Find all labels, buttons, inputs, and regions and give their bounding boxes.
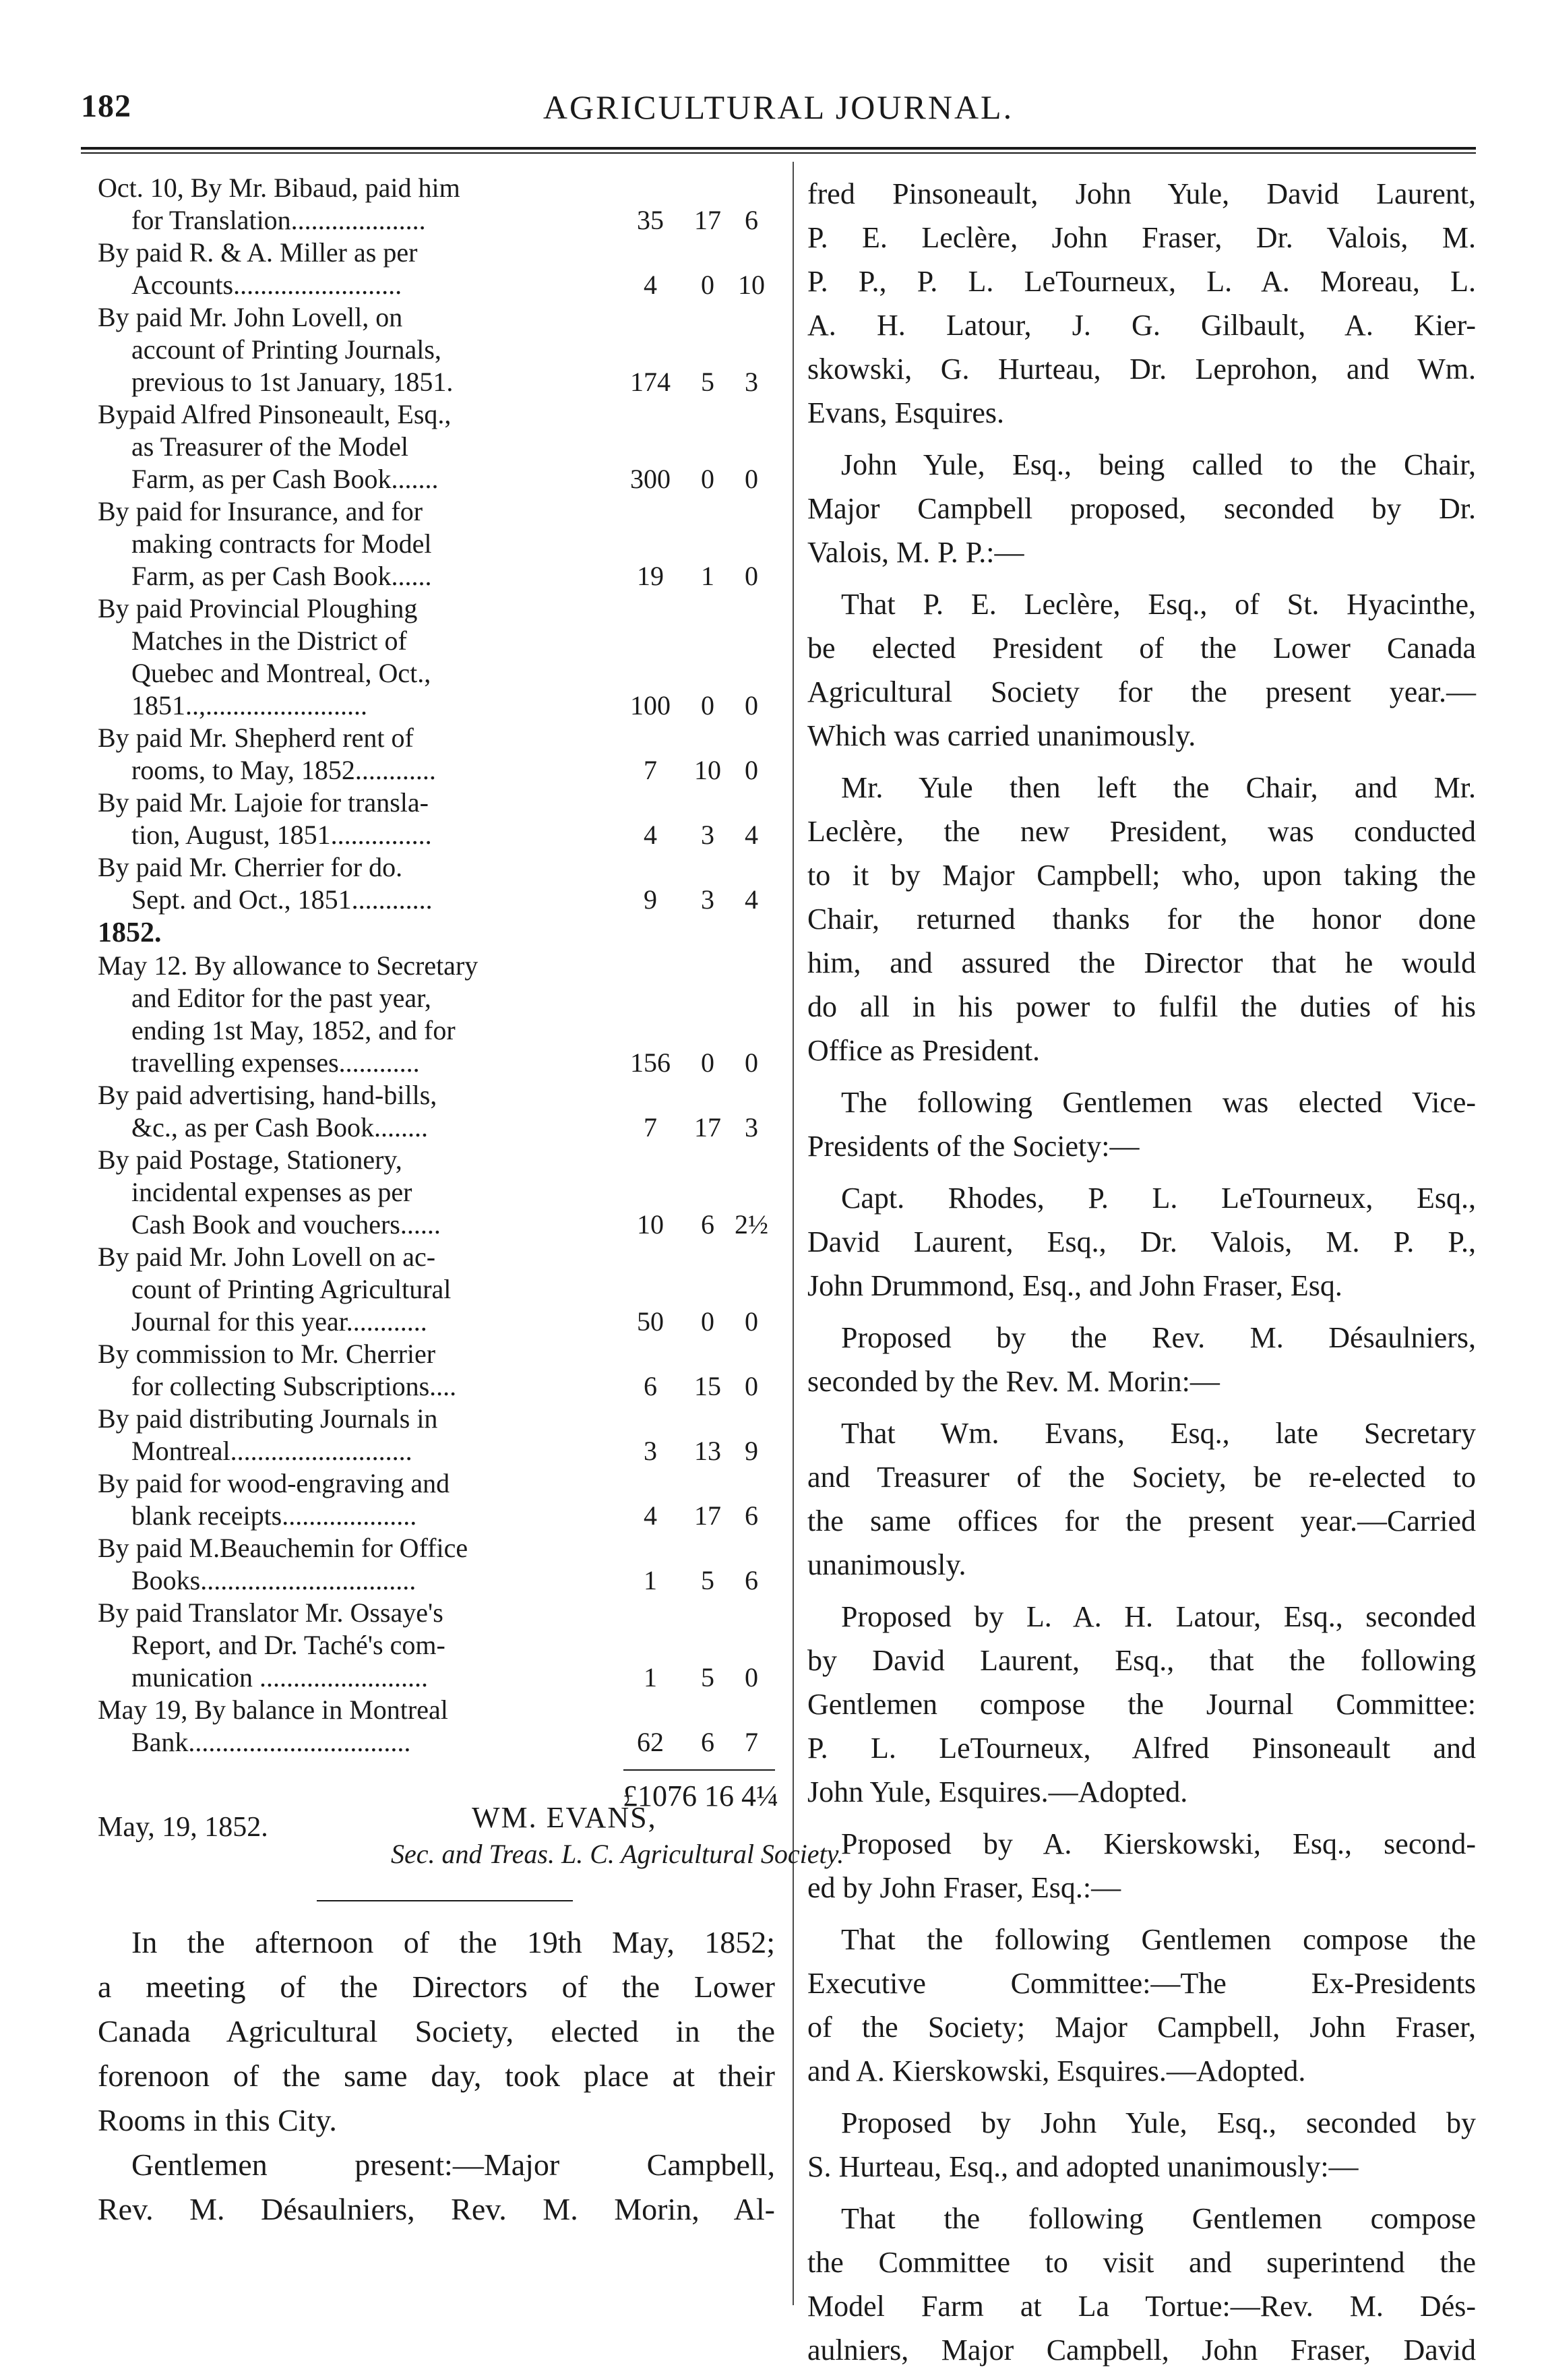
ledger-entry-text: By paid distributing Journals in: [98, 1403, 438, 1434]
amount-pence: 10: [738, 270, 765, 300]
amount-pounds: 19: [637, 561, 664, 591]
ledger-amount: [620, 560, 775, 592]
ledger-entry: [98, 398, 775, 495]
ledger-entry-text: travelling expenses............: [131, 1047, 420, 1078]
amount-pounds: 300: [630, 464, 671, 494]
ledger-entry: [98, 1403, 775, 1467]
ledger-entry: [98, 722, 775, 787]
amount-pence: 0: [745, 690, 758, 721]
paragraph-line: John Drummond, Esq., and John Fraser, Esq.: [807, 1269, 1342, 1302]
paragraph-line: Rev. M. Désaulniers, Rev. M. Morin, Al-: [98, 2192, 775, 2226]
amount-shillings: 17: [694, 205, 721, 235]
ledger-entry-text: By paid Translator Mr. Ossaye's: [98, 1597, 443, 1628]
ledger-entry: [98, 950, 775, 1079]
amount-pence: 6: [745, 1500, 758, 1531]
paragraph-line: Proposed by the Rev. M. Désaulniers,: [841, 1321, 1476, 1354]
paragraph: [807, 1595, 1476, 1814]
paragraph-line: Rooms in this City.: [98, 2103, 337, 2137]
paragraph-line: be elected President of the Lower Canada: [807, 632, 1476, 665]
ledger-amount: [620, 366, 775, 398]
amount-pence: 3: [745, 367, 758, 397]
ledger-entry: [98, 1532, 775, 1597]
page-number: 182: [81, 88, 131, 124]
paragraph-line: him, and assured the Director that he would: [807, 946, 1476, 979]
amount-shillings: 0: [701, 1306, 714, 1337]
ledger-entry-text: previous to 1st January, 1851.: [131, 367, 454, 397]
ledger-entry-text: May 19, By balance in Montreal: [98, 1695, 448, 1725]
paragraph-line: Agricultural Society for the present year.—: [807, 675, 1476, 708]
ledger-amount: [620, 204, 775, 237]
amount-shillings: 5: [701, 367, 714, 397]
column-divider: [793, 162, 794, 2305]
paragraph: [807, 1176, 1476, 1308]
paragraph: [807, 1918, 1476, 2093]
ledger-entry-text: Bank.................................: [131, 1727, 411, 1757]
ledger-entry-text: Cash Book and vouchers......: [131, 1209, 441, 1240]
ledger-entry-text: Books................................: [131, 1565, 416, 1595]
amount-shillings: 5: [701, 1565, 714, 1595]
ledger-entry: [98, 787, 775, 851]
amount-shillings: 3: [701, 820, 714, 850]
paragraph-line: Leclère, the new President, was conducted: [807, 815, 1476, 848]
ledger-entry-text: By paid Mr. Lajoie for transla-: [98, 787, 429, 818]
ledger-year: 1852.: [98, 917, 162, 948]
amount-pence: 0: [745, 1306, 758, 1337]
amount-pence: 9: [745, 1436, 758, 1466]
ledger-entry-text: rooms, to May, 1852............: [131, 755, 436, 785]
ledger-entry-text: By paid Mr. John Lovell, on: [98, 302, 403, 332]
ledger-entry-text: By paid for Insurance, and for: [98, 496, 423, 526]
paragraph-line: Capt. Rhodes, P. L. LeTourneux, Esq.,: [841, 1182, 1476, 1215]
ledger-entry-text: making contracts for Model: [131, 528, 432, 559]
amount-pounds: 7: [644, 755, 657, 785]
page-header: [81, 88, 1476, 142]
paragraph-line: Model Farm at La Tortue:—Rev. M. Dés-: [807, 2290, 1476, 2323]
ledger-entry-text: count of Printing Agricultural: [131, 1274, 452, 1304]
paragraph: [807, 172, 1476, 435]
amount-pence: 0: [745, 1662, 758, 1692]
section-rule: [317, 1900, 573, 1901]
amount-shillings: 1: [701, 561, 714, 591]
ledger-entry-text: ending 1st May, 1852, and for: [131, 1015, 456, 1045]
ledger-entry-text: Matches in the District of: [131, 625, 407, 656]
ledger-entry: [98, 495, 775, 592]
amount-pounds: 174: [630, 367, 671, 397]
amount-shillings: 13: [694, 1436, 721, 1466]
amount-pounds: 10: [637, 1209, 664, 1240]
amount-pence: 0: [745, 755, 758, 785]
paragraph: [807, 443, 1476, 574]
ledger-entry-text: By paid M.Beauchemin for Office: [98, 1533, 468, 1563]
paragraph-line: and A. Kierskowski, Esquires.—Adopted.: [807, 2054, 1306, 2087]
amount-pounds: 3: [644, 1436, 657, 1466]
paragraph-line: Chair, returned thanks for the honor done: [807, 903, 1476, 936]
paragraph-line: P. L. LeTourneux, Alfred Pinsoneault and: [807, 1732, 1476, 1765]
ledger-amount: [620, 1564, 775, 1597]
ledger-entry: [98, 301, 775, 398]
paragraph-line: P. E. Leclère, John Fraser, Dr. Valois, M.: [807, 221, 1476, 254]
paragraph-line: That Wm. Evans, Esq., late Secretary: [841, 1417, 1476, 1450]
ledger-amount: [620, 463, 775, 495]
ledger-entry-text: Journal for this year............: [131, 1306, 427, 1337]
ledger-entry-text: Sept. and Oct., 1851............: [131, 884, 433, 915]
amount-pounds: 9: [644, 884, 657, 915]
ledger-entry-text: &c., as per Cash Book........: [131, 1112, 428, 1142]
ledger-entry-text: account of Printing Journals,: [131, 334, 441, 365]
ledger-amount: [620, 1209, 775, 1241]
paragraph-line: skowski, G. Hurteau, Dr. Leprohon, and Wm.: [807, 353, 1476, 386]
ledger-entry-text: Oct. 10, By Mr. Bibaud, paid him: [98, 173, 460, 203]
paragraph-line: That P. E. Leclère, Esq., of St. Hyacinthe,: [841, 588, 1476, 621]
amount-pence: 0: [745, 1047, 758, 1078]
ledger-entry-text: Bypaid Alfred Pinsoneault, Esq.,: [98, 399, 452, 429]
ledger-entry-text: incidental expenses as per: [131, 1177, 412, 1207]
paragraph-line: to it by Major Campbell; who, upon taking the: [807, 859, 1476, 892]
paragraph-line: S. Hurteau, Esq., and adopted unanimously:—: [807, 2150, 1359, 2183]
ledger-entry-text: By commission to Mr. Cherrier: [98, 1339, 436, 1369]
amount-pounds: 1: [644, 1565, 657, 1595]
paragraph-line: and Treasurer of the Society, be re-elected to: [807, 1461, 1476, 1494]
ledger-entry-text: for Translation....................: [131, 205, 426, 235]
amount-shillings: 17: [694, 1112, 721, 1142]
paragraph-line: Gentlemen present:—Major Campbell,: [131, 2147, 775, 2182]
total-rule: [623, 1769, 775, 1771]
amount-pence: 2½: [735, 1209, 768, 1240]
paragraph-line: Executive Committee:—The Ex-Presidents: [807, 1967, 1476, 2000]
paragraph-line: Presidents of the Society:—: [807, 1130, 1140, 1163]
ledger-entry: [98, 1144, 775, 1241]
amount-pounds: 62: [637, 1727, 664, 1757]
amount-pounds: 6: [644, 1371, 657, 1401]
ledger-entry-text: By paid Provincial Ploughing: [98, 593, 418, 623]
amount-pence: 0: [745, 561, 758, 591]
ledger-entry-text: for collecting Subscriptions....: [131, 1371, 457, 1401]
signature-date: May, 19, 1852.: [98, 1812, 268, 1843]
ledger-entry-text: May 12. By allowance to Secretary: [98, 950, 478, 981]
ledger-entry: [98, 1338, 775, 1403]
paragraph: [807, 1316, 1476, 1403]
paragraph-line: forenoon of the same day, took place at their: [98, 2058, 775, 2093]
signature-title: Sec. and Treas. L. C. Agricultural Society.: [391, 1839, 844, 1869]
amount-pence: 4: [745, 820, 758, 850]
ledger-entry: [98, 592, 775, 722]
paragraph: [807, 582, 1476, 758]
paragraph: [807, 1411, 1476, 1587]
paragraph-line: the same offices for the present year.—Carried: [807, 1504, 1476, 1537]
ledger-entry-text: Accounts.........................: [131, 270, 402, 300]
ledger-entry-text: munication .........................: [131, 1662, 428, 1692]
paragraph-line: seconded by the Rev. M. Morin:—: [807, 1365, 1220, 1398]
paragraph-line: Which was carried unanimously.: [807, 719, 1196, 752]
ledger-entry-text: and Editor for the past year,: [131, 983, 431, 1013]
paragraph-line: unanimously.: [807, 1548, 966, 1581]
ledger-entry: [98, 851, 775, 916]
amount-pence: 3: [745, 1112, 758, 1142]
paragraph-line: That the following Gentlemen compose the: [841, 1923, 1476, 1956]
paragraph-line: Valois, M. P. P.:—: [807, 536, 1024, 569]
account-ledger: [98, 172, 775, 1759]
amount-pounds: 50: [637, 1306, 664, 1337]
paragraph-line: Evans, Esquires.: [807, 396, 1005, 429]
amount-pence: 0: [745, 1371, 758, 1401]
ledger-entry-text: Farm, as per Cash Book.......: [131, 464, 439, 494]
ledger-entry-text: By paid Mr. Cherrier for do.: [98, 852, 403, 882]
ledger-entry-text: 1851..,........................: [131, 690, 367, 721]
amount-shillings: 0: [701, 270, 714, 300]
paragraph-line: John Yule, Esq., being called to the Chair,: [841, 448, 1476, 481]
paragraph-line: Major Campbell proposed, seconded by Dr.: [807, 492, 1476, 525]
ledger-amount: [620, 1047, 775, 1079]
paragraph-line: David Laurent, Esq., Dr. Valois, M. P. P.,: [807, 1225, 1476, 1258]
amount-pence: 7: [745, 1727, 758, 1757]
ledger-amount: [620, 819, 775, 851]
ledger-amount: [620, 1661, 775, 1694]
header-rule-thin: [81, 152, 1476, 154]
amount-shillings: 6: [701, 1727, 714, 1757]
ledger-entry-text: as Treasurer of the Model: [131, 431, 409, 462]
paragraph-line: Gentlemen compose the Journal Committee:: [807, 1688, 1476, 1721]
paragraph-line: P. P., P. L. LeTourneux, L. A. Moreau, L.: [807, 265, 1476, 298]
ledger-entry-text: Report, and Dr. Taché's com-: [131, 1630, 445, 1660]
amount-pounds: 156: [630, 1047, 671, 1078]
paragraph-line: Proposed by John Yule, Esq., seconded by: [841, 2106, 1476, 2139]
amount-pence: 6: [745, 205, 758, 235]
ledger-entry-text: By paid Mr. John Lovell on ac-: [98, 1242, 436, 1272]
ledger-entry-text: By paid advertising, hand-bills,: [98, 1080, 437, 1110]
amount-pence: 0: [745, 464, 758, 494]
amount-shillings: 0: [701, 1047, 714, 1078]
paragraph-line: Office as President.: [807, 1034, 1040, 1067]
ledger-entry: [98, 237, 775, 301]
amount-pounds: 35: [637, 205, 664, 235]
ledger-entry: [98, 172, 775, 237]
ledger-amount: [620, 1500, 775, 1532]
paragraph: [807, 1080, 1476, 1168]
ledger-amount: [620, 1306, 775, 1338]
paragraph-line: Canada Agricultural Society, elected in the: [98, 2014, 775, 2048]
ledger-amount: [620, 884, 775, 916]
running-title: AGRICULTURAL JOURNAL.: [543, 88, 1014, 126]
amount-shillings: 0: [701, 464, 714, 494]
paragraph: [807, 2101, 1476, 2189]
paragraph-line: That the following Gentlemen compose: [841, 2202, 1476, 2235]
amount-pounds: 7: [644, 1112, 657, 1142]
amount-shillings: 15: [694, 1371, 721, 1401]
paragraph: [807, 766, 1476, 1072]
paragraph-line: Mr. Yule then left the Chair, and Mr.: [841, 771, 1476, 804]
paragraph-line: Proposed by L. A. H. Latour, Esq., seconded: [841, 1600, 1476, 1633]
amount-pounds: 4: [644, 270, 657, 300]
ledger-total: £1076 16 4¼: [623, 1779, 778, 1812]
paragraph-line: of the Society; Major Campbell, John Fraser,: [807, 2011, 1476, 2044]
amount-pounds: 4: [644, 1500, 657, 1531]
ledger-entry-text: blank receipts....................: [131, 1500, 417, 1531]
paragraph-line: by David Laurent, Esq., that the following: [807, 1644, 1476, 1677]
ledger-entry-text: By paid for wood-engraving and: [98, 1468, 450, 1498]
ledger-amount: [620, 269, 775, 301]
ledger-amount: [620, 1111, 775, 1144]
paragraph-line: The following Gentlemen was elected Vice-: [841, 1086, 1476, 1119]
paragraph-line: In the afternoon of the 19th May, 1852;: [131, 1925, 775, 1959]
ledger-entry-text: Farm, as per Cash Book......: [131, 561, 432, 591]
ledger-entry-text: Quebec and Montreal, Oct.,: [131, 658, 431, 688]
ledger-entry-text: By paid Postage, Stationery,: [98, 1145, 402, 1175]
paragraph-line: fred Pinsoneault, John Yule, David Laurent,: [807, 177, 1476, 210]
paragraph-line: aulniers, Major Campbell, John Fraser, David: [807, 2333, 1476, 2367]
paragraph-line: John Yule, Esquires.—Adopted.: [807, 1775, 1188, 1808]
ledger-amount: [620, 1435, 775, 1467]
ledger-entry-text: Montreal...........................: [131, 1436, 412, 1466]
signature-name: WM. EVANS,: [472, 1801, 657, 1834]
amount-shillings: 17: [694, 1500, 721, 1531]
amount-pounds: 100: [630, 690, 671, 721]
ledger-amount: [620, 1370, 775, 1403]
ledger-entry: [98, 1241, 775, 1338]
ledger-entry-text: By paid Mr. Shepherd rent of: [98, 723, 414, 753]
paragraph-line: Proposed by A. Kierskowski, Esq., second-: [841, 1827, 1476, 1860]
paragraph-line: do all in his power to fulfil the duties of his: [807, 990, 1476, 1023]
ledger-entry-text: tion, August, 1851...............: [131, 820, 432, 850]
ledger-entry: [98, 1694, 775, 1759]
amount-pounds: 4: [644, 820, 657, 850]
amount-shillings: 6: [701, 1209, 714, 1240]
amount-shillings: 10: [694, 755, 721, 785]
ledger-amount: [620, 754, 775, 787]
amount-shillings: 0: [701, 690, 714, 721]
paragraph-line: ed by John Fraser, Esq.:—: [807, 1871, 1121, 1904]
paragraph: [807, 2197, 1476, 2372]
paragraph-line: the Committee to visit and superintend the: [807, 2246, 1476, 2279]
amount-pounds: 1: [644, 1662, 657, 1692]
paragraph-line: a meeting of the Directors of the Lower: [98, 1970, 775, 2004]
meeting-report-right: [807, 172, 1476, 2380]
ledger-amount: [620, 1726, 775, 1759]
ledger-entry: [98, 1467, 775, 1532]
paragraph: [807, 1822, 1476, 1910]
amount-pence: 6: [745, 1565, 758, 1595]
ledger-entry: [98, 1079, 775, 1144]
amount-pence: 4: [745, 884, 758, 915]
amount-shillings: 3: [701, 884, 714, 915]
paragraph-line: A. H. Latour, J. G. Gilbault, A. Kier-: [807, 309, 1476, 342]
ledger-entry-text: By paid R. & A. Miller as per: [98, 237, 418, 268]
meeting-report-left: [98, 1920, 775, 2232]
ledger-amount: [620, 690, 775, 722]
ledger-entry: [98, 1597, 775, 1694]
amount-shillings: 5: [701, 1662, 714, 1692]
header-rule: [81, 147, 1476, 150]
